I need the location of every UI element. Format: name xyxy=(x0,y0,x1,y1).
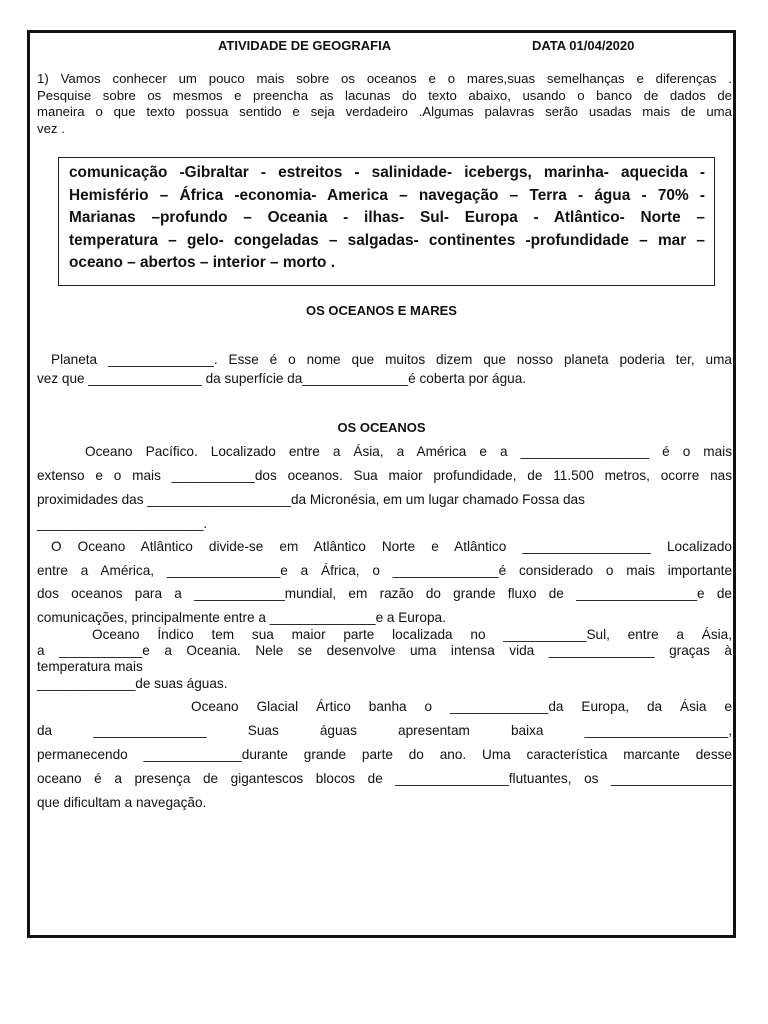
atlantic-line: entre a América, _______________e a África, o ______________é considerado o mais importante xyxy=(37,563,732,578)
word-bank-line: Marianas –profundo – Oceania - ilhas- Sul- Europa - Atlântico- Norte – xyxy=(69,209,705,227)
instruction-line: maneira o que texto possua sentido e seja verdadeiro .Algumas palavras serão usadas mais de uma xyxy=(37,104,732,119)
word-bank-line: oceano – abertos – interior – morto . xyxy=(69,254,335,272)
instruction-line: Pesquise sobre os mesmos e preencha as lacunas do texto abaixo, usando o banco de dados de xyxy=(37,87,732,103)
indian-line: _____________de suas águas. xyxy=(37,676,228,691)
word-bank-line: temperatura – gelo- congeladas – salgadas- continentes -profundidade – mar – xyxy=(69,231,705,249)
atlantic-line: dos oceanos para a ____________mundial, em razão do grande fluxo de ________________e de xyxy=(37,586,732,601)
instruction-line: 1) Vamos conhecer um pouco mais sobre os oceanos e o mares,suas semelhanças e diferenças . xyxy=(37,71,732,86)
text-line: Planeta ______________. Esse é o nome que muitos dizem que nosso planeta poderia ter, uma xyxy=(51,352,732,367)
text-line: vez que _______________ da superfície da______________é coberta por água. xyxy=(37,371,527,386)
word-bank-line: comunicação -Gibraltar - estreitos - salinidade- icebergs, marinha- aquecida - xyxy=(69,164,705,181)
indian-line: temperatura mais xyxy=(37,659,143,674)
arctic-line: da _______________ Suas águas apresentam baixa ___________________, xyxy=(37,723,732,738)
indian-line: a ___________e a Oceania. Nele se desenvolve uma intensa vida ______________ graças à xyxy=(37,643,732,658)
instruction-line: vez . xyxy=(37,120,65,136)
section-title-oceanos: OS OCEANOS xyxy=(337,420,426,435)
arctic-line: Oceano Glacial Ártico banha o _____________da Europa, da Ásia e xyxy=(191,699,732,714)
arctic-line: oceano é a presença de gigantescos blocos de _______________flutuantes, os ________________ xyxy=(37,771,732,786)
arctic-line: permanecendo _____________durante grande parte do ano. Uma característica marcante desse xyxy=(37,747,732,762)
word-bank-line: Hemisfério – África -economia- America – navegação – Terra - água - 70% - xyxy=(69,186,705,204)
pacific-line: ______________________. xyxy=(37,516,208,531)
section-title-oceanos-e-mares: OS OCEANOS E MARES xyxy=(306,303,457,318)
worksheet-frame xyxy=(27,30,736,938)
worksheet-date: DATA 01/04/2020 xyxy=(532,38,635,53)
pacific-line: extenso e o mais ___________dos oceanos. Sua maior profundidade, de 11.500 metros, ocorre nas xyxy=(37,468,732,483)
arctic-line: que dificultam a navegação. xyxy=(37,795,207,810)
pacific-line: proximidades das ___________________da Micronésia, em um lugar chamado Fossa das xyxy=(37,492,585,507)
atlantic-line: comunicações, principalmente entre a ______________e a Europa. xyxy=(37,610,446,625)
instructions xyxy=(37,71,732,137)
worksheet-title: ATIVIDADE DE GEOGRAFIA xyxy=(218,38,392,53)
pacific-line: Oceano Pacífico. Localizado entre a Ásia, a América e a _________________ é o mais xyxy=(85,444,732,459)
word-bank xyxy=(58,157,715,286)
indian-line: Oceano Índico tem sua maior parte localizada no ___________Sul, entre a Ásia, xyxy=(92,627,732,642)
atlantic-line: O Oceano Atlântico divide-se em Atlântico Norte e Atlântico _________________ Localizado xyxy=(51,539,732,554)
